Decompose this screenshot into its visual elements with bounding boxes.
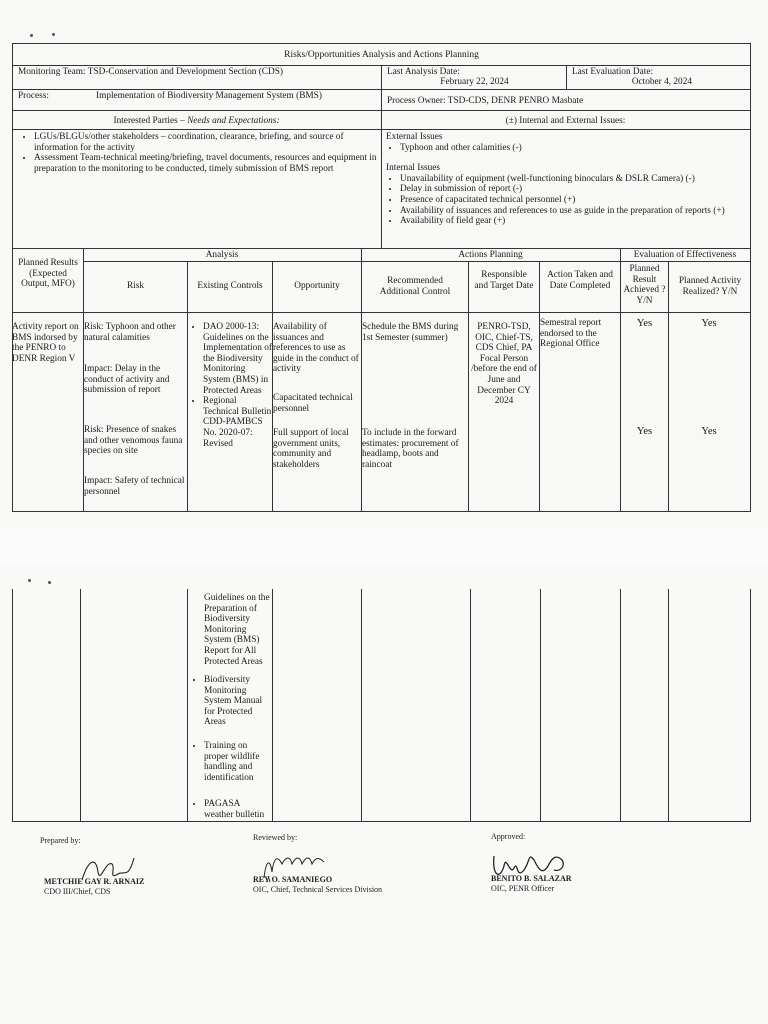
activity-realized-1: Yes: [701, 318, 717, 329]
planned-result-cell: Activity report on BMS indorsed by the PENRO to DENR Region V: [12, 322, 79, 364]
table-border: [361, 248, 362, 511]
opportunity-2: Capacitated technical personnel: [273, 393, 353, 414]
list-item: • Assessment Team-technical meeting/briefing, travel documents, resources and equipment in preparation to the monitoring to be conducted, timely submission of BMS report: [34, 153, 378, 174]
prepared-by-label: Prepared by:: [40, 836, 81, 845]
table-border: [381, 65, 382, 110]
list-item: • Availability of issuances and references to use as guide in the preparation of reports (+): [400, 206, 746, 217]
prepared-name: METCHIE GAY R. ARNAIZ: [44, 877, 145, 886]
document-title: Risks/Opportunities Analysis and Actions Planning: [284, 50, 479, 60]
issues-list: [386, 132, 746, 227]
external-issues-label: External Issues: [386, 132, 443, 142]
impact-1: Impact: Delay in the conduct of activity and submission of report: [84, 364, 170, 396]
col-opportunity: Opportunity: [294, 281, 340, 291]
table-border: [566, 65, 567, 89]
col-risk: Risk: [126, 281, 145, 291]
result-achieved-2: Yes: [636, 426, 653, 437]
reviewed-name: REY O. SAMANIEGO: [253, 875, 333, 884]
reviewed-by-label: Reviewed by:: [253, 833, 298, 842]
col-existing-controls: Existing Controls: [197, 281, 263, 291]
process-label: Process:: [18, 91, 49, 101]
table-border: [187, 261, 188, 511]
table-border: [750, 589, 751, 821]
table-border: [83, 261, 751, 262]
table-border: [12, 43, 751, 44]
table-border: [12, 312, 751, 313]
table-border: [668, 589, 669, 821]
group-evaluation: Evaluation of Effectiveness: [633, 250, 737, 260]
table-border: [12, 43, 13, 511]
action-taken-cell: Semestral report endorsed to the Regional Office: [540, 318, 602, 350]
document-page-2: [0, 562, 768, 1024]
recommended-control-2: To include in the forward estimates: procurement of headlamp, boots and raincoat: [362, 428, 459, 470]
activity-realized-2: Yes: [701, 426, 717, 437]
scan-speck: [48, 581, 51, 584]
list-item: • Availability of field gear (+): [400, 216, 746, 227]
internal-issues-label: Internal Issues: [386, 163, 440, 174]
existing-controls-pagasa: [192, 799, 270, 820]
table-border: [12, 248, 751, 249]
table-border: [12, 89, 751, 90]
table-border: [272, 589, 273, 821]
process-owner: Process Owner: TSD-CDS, DENR PENRO Masbate: [387, 96, 584, 106]
result-achieved-1: Yes: [636, 318, 653, 329]
approved-name: BENITO B. SALAZAR: [491, 874, 572, 883]
reviewed-title: OIC, Chief, Technical Services Division: [253, 885, 383, 894]
last-evaluation-value: October 4, 2024: [631, 77, 692, 87]
opportunity-3: Full support of local government units, community and stakeholders: [273, 428, 349, 470]
list-item: • Presence of capacitated technical personnel (+): [400, 195, 746, 206]
monitoring-team: [18, 67, 378, 78]
list-item: • DAO 2000-13: Guidelines on the Implementation of the Biodiversity Monitoring System (BMS) in Protected Areas: [203, 322, 272, 396]
issues-heading: (±) Internal and External Issues:: [505, 116, 626, 126]
list-item: • Unavailability of equipment (well-functioning binoculars & DSLR Camera) (-): [400, 174, 746, 185]
col-planned-activity-realized: Planned Activity Realized? Y/N: [678, 276, 742, 297]
list-item: • PAGASA weather bulletin: [204, 799, 270, 820]
impact-2: Impact: Safety of technical personnel: [84, 476, 185, 497]
table-border: [470, 589, 471, 821]
group-actions-planning: Actions Planning: [458, 250, 523, 260]
col-responsible-target: Responsible and Target Date: [474, 270, 534, 291]
scan-speck: [28, 579, 31, 582]
monitoring-team-value: TSD-Conservation and Development Section (CDS): [87, 67, 283, 77]
list-item: • LGUs/BLGUs/other stakeholders – coordination, clearance, briefing, and source of information for the activity: [34, 132, 378, 153]
approved-label: Approved:: [491, 832, 526, 841]
risk-1: Risk: Typhoon and other natural calamities: [84, 322, 176, 343]
existing-controls-training: [192, 741, 270, 783]
list-item: • Regional Technical Bulletin CDD-PAMBCS No. 2020-07: Revised: [203, 396, 272, 449]
prepared-title: CDO III/Chief, CDS: [44, 887, 111, 896]
process-value: Implementation of Biodiversity Management System (BMS): [96, 91, 322, 101]
col-planned-result-achieved: Planned Result Achieved ? Y/N: [623, 264, 666, 306]
list-item: • Biodiversity Monitoring System Manual for Protected Areas: [204, 675, 270, 728]
group-analysis: Analysis: [205, 250, 239, 260]
opportunity-1: Availability of issuances and references to use as guide in the conduct of activity: [273, 322, 359, 375]
responsible-target-cell: PENRO-TSD, OIC, Chief-TS, CDS Chief, PA Focal Person /before the end of June and December CY 2024: [471, 322, 537, 407]
last-analysis-value: February 22, 2024: [440, 77, 509, 87]
table-border: [12, 589, 13, 821]
list-item: • Typhoon and other calamities (-): [400, 143, 746, 154]
table-border: [539, 261, 540, 511]
table-border: [668, 261, 669, 511]
list-item: • Training on proper wildlife handling and identification: [204, 741, 270, 783]
risk-2: Risk: Presence of snakes and other venomous fauna species on site: [84, 425, 183, 457]
table-border: [12, 511, 751, 512]
table-border: [12, 821, 751, 822]
col-action-taken: Action Taken and Date Completed: [547, 270, 613, 291]
table-border: [12, 129, 751, 130]
table-border: [272, 261, 273, 511]
existing-controls-cell: [190, 322, 272, 449]
table-border: [361, 589, 362, 821]
table-border: [187, 589, 188, 821]
needs-expectations-label: Needs and Expectations:: [187, 116, 280, 126]
table-border: [381, 110, 382, 248]
scan-speck: [52, 33, 55, 36]
approved-title: OIC, PENR Officer: [491, 884, 555, 893]
interested-parties-list: [22, 132, 378, 174]
page-gap: [0, 528, 768, 562]
col-recommended-control: Recommended Additional Control: [379, 276, 451, 297]
existing-controls-cell-continued: [192, 675, 270, 728]
col-planned-results: Planned Results (Expected Output, MFO): [18, 258, 78, 290]
table-border: [80, 589, 81, 821]
existing-controls-continued: Guidelines on the Preparation of Biodiversity Monitoring System (BMS) Report for All Protected Areas: [204, 593, 270, 667]
scan-speck: [30, 34, 33, 37]
interested-parties-prefix: Interested Parties –: [113, 116, 188, 126]
interested-parties-heading: [12, 116, 381, 127]
last-evaluation-label: Last Evaluation Date:: [572, 67, 654, 77]
table-border: [540, 589, 541, 821]
list-item: • Delay in submission of report (-): [400, 184, 746, 195]
table-border: [620, 589, 621, 821]
monitoring-team-label: Monitoring Team:: [18, 67, 86, 77]
last-analysis-label: Last Analysis Date:: [387, 67, 460, 77]
table-border: [750, 43, 751, 511]
recommended-control-1: Schedule the BMS during 1st Semester (summer): [362, 322, 459, 343]
